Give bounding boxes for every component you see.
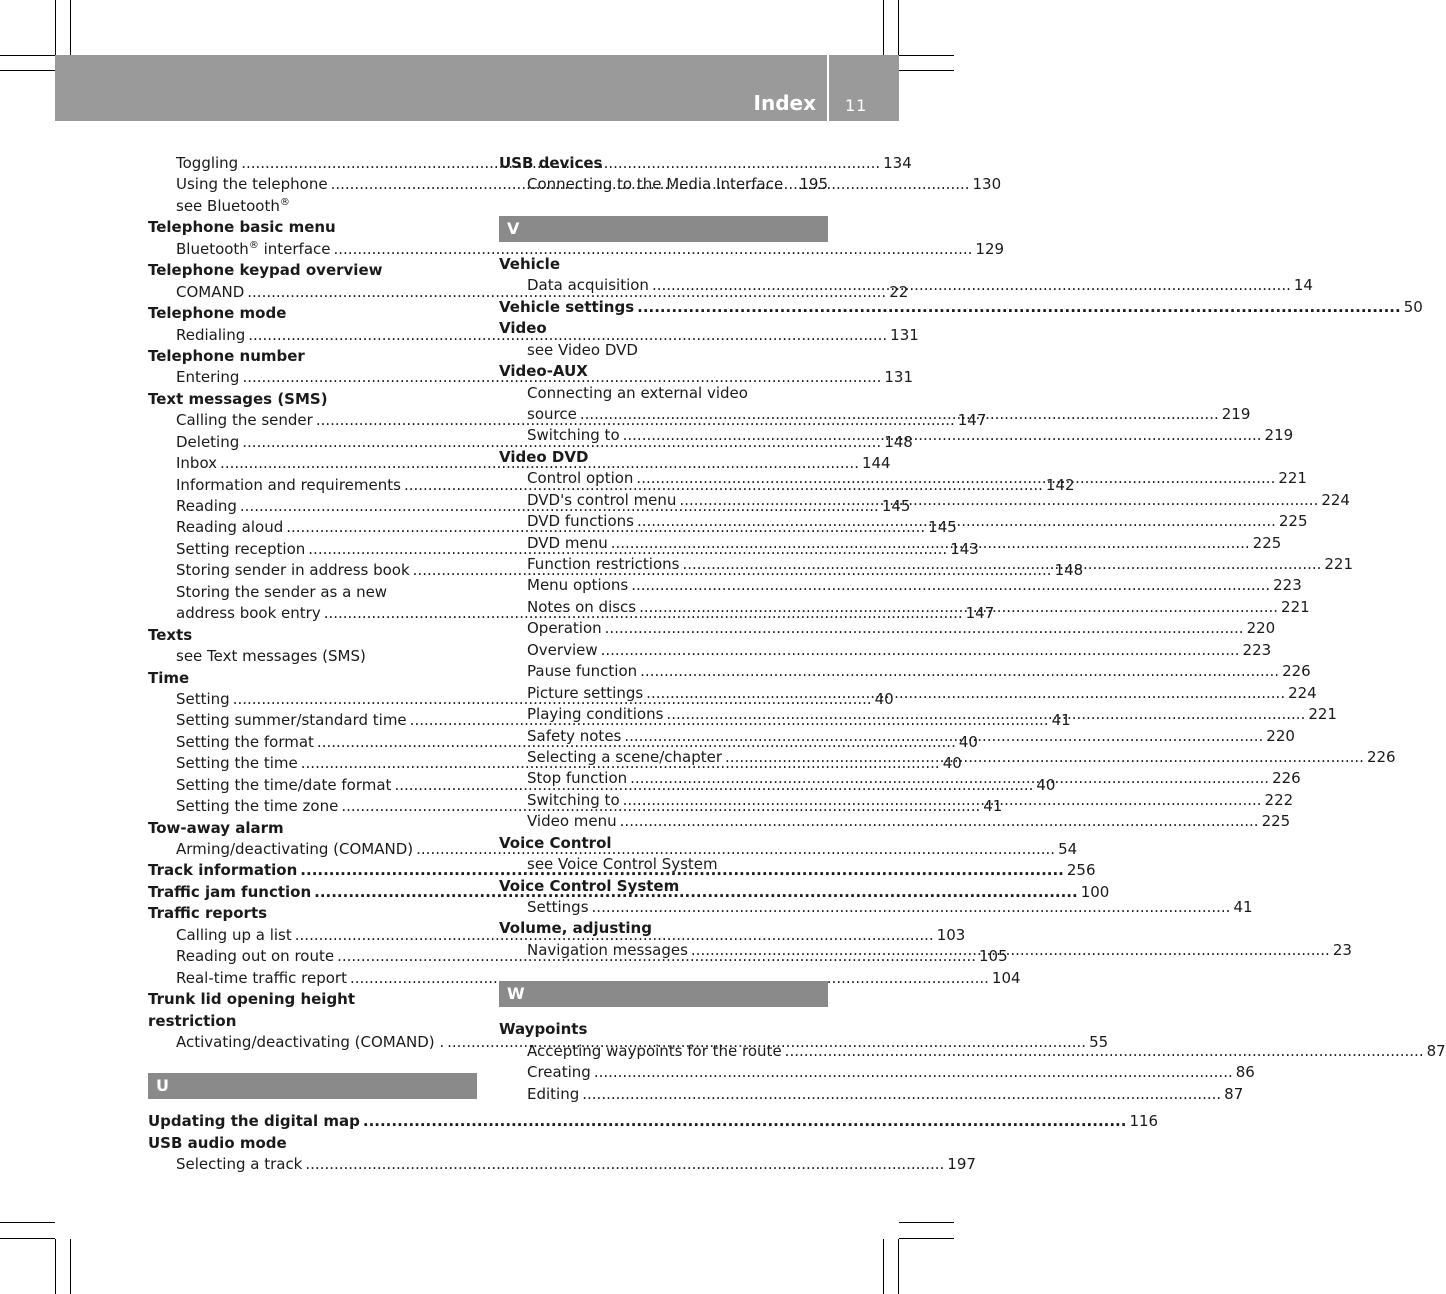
page-ref: 142 — [1045, 475, 1075, 494]
page-ref: 131 — [884, 368, 914, 387]
index-heading: Video DVD — [499, 447, 589, 466]
dot-leader — [636, 468, 1275, 489]
index-subentry — [499, 174, 828, 195]
index-heading: Vehicle — [499, 254, 560, 273]
index-subentry — [499, 640, 1272, 661]
entry-label: Bluetooth® interface — [176, 239, 331, 258]
page-ref: 87 — [1224, 1084, 1244, 1103]
page-ref: 143 — [950, 539, 979, 558]
dot-leader — [640, 661, 1279, 682]
page-ref: 221 — [1281, 597, 1310, 616]
page-ref: 41 — [983, 797, 1003, 816]
entry-label: Toggling — [176, 154, 239, 172]
index-subentry — [148, 968, 1021, 989]
crop-mark — [883, 1239, 884, 1294]
entry-label: Storing sender in address book — [176, 561, 410, 580]
entry-label: Overview — [527, 640, 598, 659]
dot-leader — [682, 554, 1321, 575]
index-heading — [148, 1111, 1159, 1132]
index-heading: Time — [148, 668, 190, 687]
page-ref: 220 — [1266, 726, 1295, 745]
entry-label: Control option — [527, 469, 634, 488]
dot-leader — [639, 597, 1278, 618]
entry-label: Video menu — [527, 812, 617, 831]
dot-leader — [637, 297, 1401, 318]
dot-leader — [691, 940, 1330, 961]
crop-mark — [70, 0, 71, 55]
dot-leader — [646, 683, 1285, 704]
page-ref: 14 — [1293, 276, 1313, 295]
entry-label: Stop function — [527, 769, 628, 788]
entry-label: Setting the time zone — [176, 797, 339, 816]
entry-label: Vehicle settings — [499, 297, 635, 316]
page-ref: 225 — [1261, 812, 1291, 831]
index-heading: Voice Control — [499, 833, 612, 852]
entry-label: Information and requirements — [176, 475, 401, 494]
letter-heading-w: W — [499, 981, 828, 1007]
crop-mark — [883, 0, 884, 55]
dot-leader — [582, 1084, 1221, 1105]
entry-label: Setting the format — [176, 732, 314, 751]
page-ref: 129 — [975, 239, 1005, 258]
dot-leader — [785, 1041, 1424, 1062]
page-ref: 86 — [1235, 1063, 1255, 1082]
entry-label: Function restrictions — [527, 555, 680, 573]
index-heading — [499, 297, 1423, 318]
index-subentry — [499, 897, 1253, 918]
page-ref: 54 — [1058, 840, 1078, 858]
index-subentry — [499, 1062, 1255, 1083]
index-heading: Traffic reports — [148, 904, 268, 923]
entry-label: Calling the sender — [176, 411, 313, 430]
entry-label: Picture settings — [527, 683, 644, 702]
entry-label: Reading aloud — [176, 518, 284, 537]
page-ref: 224 — [1288, 683, 1317, 702]
crop-mark — [899, 1222, 954, 1223]
page-ref: 256 — [1066, 861, 1096, 880]
index-subentry — [499, 811, 1291, 832]
entry-label: Entering — [176, 368, 240, 387]
entry-label: Updating the digital map — [148, 1112, 360, 1131]
dot-leader — [623, 425, 1262, 446]
page-ref: 147 — [965, 604, 995, 623]
page-ref: 148 — [884, 432, 913, 451]
page-ref: 40 — [958, 732, 978, 751]
entry-label: Connecting to the Media Interface — [527, 175, 784, 194]
dot-leader — [592, 897, 1231, 918]
index-subentry — [499, 1084, 1244, 1105]
entry-label: Reading out on route — [176, 947, 335, 966]
index-subentry: see Voice Control System — [527, 855, 718, 874]
entry-label: Deleting — [176, 432, 240, 451]
entry-label: Activating/deactivating (COMAND) . — [176, 1032, 445, 1051]
dot-leader — [631, 575, 1270, 596]
page-ref: 226 — [1366, 747, 1396, 766]
page-ref: 225 — [1252, 533, 1282, 552]
index-heading: Texts — [148, 625, 193, 644]
index-heading: Video-AUX — [499, 362, 588, 381]
dot-leader — [611, 533, 1250, 554]
entry-label: COMAND — [176, 282, 245, 301]
entry-label: Calling up a list — [176, 925, 292, 944]
crop-mark — [70, 1239, 71, 1294]
entry-label: see Bluetooth — [176, 196, 280, 215]
crop-mark — [0, 55, 55, 56]
crop-mark — [899, 70, 954, 71]
entry-label: Menu options — [527, 576, 629, 595]
index-heading: Tow-away alarm — [148, 818, 284, 837]
index-heading: Telephone mode — [148, 304, 287, 323]
entry-label: Creating — [527, 1063, 591, 1082]
index-heading: Trunk lid opening height — [148, 990, 356, 1009]
page-ref: 221 — [1278, 469, 1307, 488]
index-heading: Video — [499, 319, 547, 338]
letter-heading-v: V — [499, 216, 828, 242]
page-ref: 103 — [936, 925, 966, 944]
index-heading: Volume, adjusting — [499, 919, 652, 938]
dot-leader — [594, 1062, 1233, 1083]
crop-mark — [898, 0, 899, 55]
page-ref: 22 — [889, 282, 909, 301]
index-heading: restriction — [148, 1011, 237, 1030]
page-ref: 116 — [1129, 1112, 1159, 1131]
dot-leader — [620, 811, 1259, 832]
page-number: 11 — [845, 96, 868, 115]
entry-label: DVD menu — [527, 533, 608, 552]
crop-mark — [0, 1222, 55, 1223]
page-ref: 222 — [1264, 790, 1294, 809]
page-ref: 23 — [1332, 940, 1352, 959]
crop-mark — [899, 55, 954, 56]
dot-leader — [580, 404, 1219, 425]
entry-label: Reading — [176, 497, 237, 515]
entry-label: source — [527, 404, 577, 423]
index-subentry — [499, 661, 1311, 682]
page-ref: 145 — [928, 518, 957, 537]
page-title: Index — [753, 91, 816, 115]
entry-label: Safety notes — [527, 726, 622, 745]
entry-label: Real-time traffic report — [176, 968, 347, 987]
index-heading: Telephone number — [148, 346, 305, 365]
crop-mark — [0, 70, 55, 71]
header-divider — [827, 55, 829, 121]
entry-label: Navigation messages — [527, 940, 688, 959]
page-ref: 50 — [1403, 297, 1423, 316]
registered-mark: ® — [248, 239, 259, 251]
index-heading: Telephone keypad overview — [148, 261, 383, 280]
index-heading: Telephone basic menu — [148, 218, 336, 237]
crop-mark — [0, 1238, 55, 1239]
page-ref: 220 — [1246, 619, 1276, 638]
entry-label: Setting the time/date format — [176, 775, 392, 794]
entry-label: Redialing — [176, 325, 246, 344]
entry-label: Traffic jam function — [148, 882, 312, 901]
index-subentry — [499, 618, 1276, 639]
page-ref: 40 — [942, 754, 962, 773]
index-heading: Text messages (SMS) — [148, 389, 328, 408]
page-ref: 221 — [1324, 555, 1354, 573]
index-subentry: Connecting an external video — [527, 383, 748, 402]
dot-leader — [652, 275, 1291, 296]
page-ref: 145 — [881, 497, 911, 515]
index-heading: Voice Control System — [499, 876, 680, 895]
registered-mark: ® — [279, 196, 290, 208]
entry-label: Settings — [527, 898, 589, 916]
entry-label: Data acquisition — [527, 276, 649, 295]
page-ref: 40 — [874, 689, 894, 708]
page-ref: 144 — [861, 454, 891, 473]
entry-label: Pause function — [527, 662, 638, 681]
page-ref: 100 — [1080, 882, 1110, 901]
page-ref: 226 — [1272, 769, 1301, 788]
dot-leader — [630, 768, 1269, 789]
page-ref: 219 — [1264, 426, 1294, 445]
page-ref: 87 — [1426, 1041, 1446, 1060]
page-ref: 40 — [1036, 775, 1056, 794]
entry-label: Setting — [176, 689, 230, 708]
dot-leader — [601, 640, 1240, 661]
dot-leader — [679, 490, 1318, 511]
entry-label: Switching to — [527, 426, 620, 445]
index-subentry — [148, 1154, 976, 1175]
dot-leader — [666, 704, 1305, 725]
page-ref: 134 — [883, 154, 912, 172]
index-subentry: Storing the sender as a new — [176, 582, 388, 601]
entry-label: Editing — [527, 1084, 580, 1103]
page-ref: 104 — [991, 968, 1021, 987]
page-ref: 105 — [979, 947, 1008, 966]
entry-label: DVD's control menu — [527, 490, 677, 509]
index-subentry — [148, 239, 1005, 260]
crop-mark — [899, 1238, 954, 1239]
crop-mark — [55, 1239, 56, 1294]
index-heading: USB audio mode — [148, 1133, 287, 1152]
letter-heading-u: U — [148, 1073, 477, 1099]
entry-label: Setting the time — [176, 754, 298, 773]
entry-label: Track information — [148, 861, 298, 880]
dot-leader — [637, 511, 1276, 532]
page-ref: 131 — [890, 325, 919, 344]
dot-leader — [624, 726, 1263, 747]
page-ref: 219 — [1221, 404, 1251, 423]
page-ref: 55 — [1089, 1032, 1109, 1051]
entry-label: Setting summer/standard time — [176, 711, 407, 730]
entry-label: address book entry — [176, 604, 321, 623]
page-ref: 225 — [1278, 512, 1308, 531]
index-subentry: see Video DVD — [527, 340, 638, 359]
page-ref: 195 — [799, 175, 828, 194]
entry-label: Operation — [527, 619, 602, 638]
page-ref: 224 — [1321, 490, 1350, 509]
entry-label: Inbox — [176, 454, 218, 473]
entry-label: Playing conditions — [527, 705, 664, 724]
entry-label: Switching to — [527, 790, 620, 809]
page-ref: 221 — [1308, 705, 1337, 724]
index-subentry — [148, 196, 477, 217]
entry-label: Arming/deactivating (COMAND) — [176, 840, 414, 858]
page-ref: 41 — [1051, 711, 1071, 730]
entry-label: Notes on discs — [527, 597, 637, 616]
dot-leader — [605, 618, 1244, 639]
page-ref: 223 — [1242, 640, 1272, 659]
dot-leader — [305, 1154, 944, 1175]
page-ref: 226 — [1282, 662, 1311, 681]
page-ref: 41 — [1233, 898, 1253, 916]
dot-leader — [725, 747, 1364, 768]
entry-label: Selecting a scene/chapter — [527, 747, 723, 766]
entry-label: Setting reception — [176, 539, 306, 558]
page-ref: 147 — [957, 411, 987, 430]
index-heading: USB devices — [499, 154, 603, 172]
entry-label: DVD functions — [527, 512, 634, 531]
entry-label: Selecting a track — [176, 1155, 303, 1174]
dot-leader — [363, 1111, 1127, 1132]
page-ref: 197 — [947, 1155, 976, 1174]
entry-label: Accepting waypoints for the route — [527, 1041, 782, 1060]
dot-leader — [623, 790, 1262, 811]
page-ref: 148 — [1054, 561, 1084, 580]
index-subentry — [499, 575, 1302, 596]
index-subentry: see Text messages (SMS) — [176, 647, 366, 666]
entry-label: Using the telephone — [176, 175, 328, 194]
page-ref: 130 — [972, 175, 1002, 194]
crop-mark — [55, 0, 56, 55]
index-heading: Waypoints — [499, 1020, 588, 1039]
crop-mark — [898, 1239, 899, 1294]
page-ref: 223 — [1273, 576, 1302, 595]
